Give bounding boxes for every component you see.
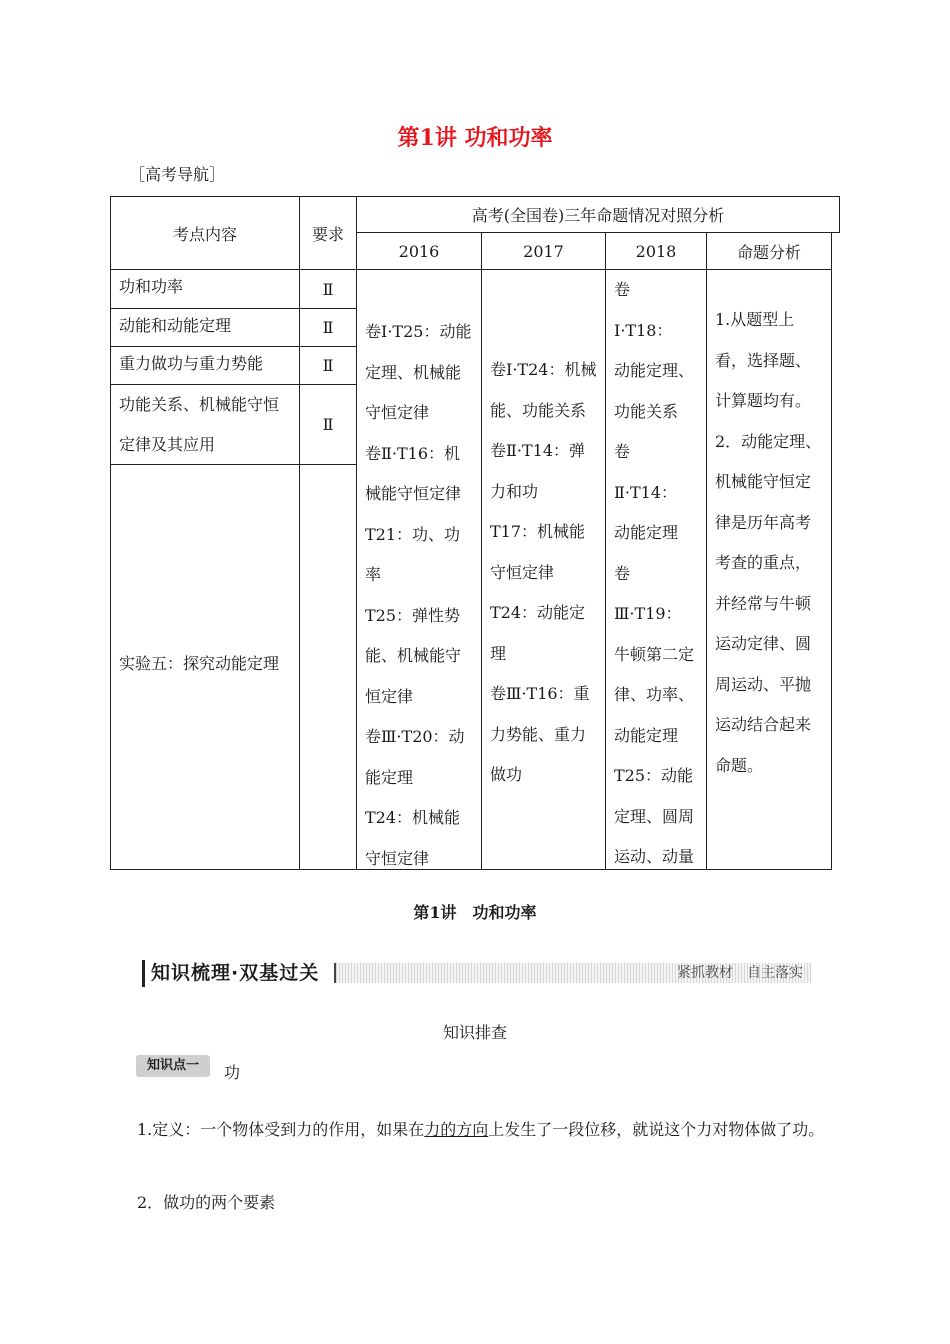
lecture-title: 第1讲 功和功率 xyxy=(413,903,537,922)
header-year-2018: 2018 xyxy=(605,232,707,270)
year-2017-line: 卷Ⅰ·T24：机械能、功能关系 xyxy=(490,360,597,420)
year-2017-line: 卷Ⅲ·T16：重力势能、重力做功 xyxy=(490,684,590,784)
header-year-2016: 2016 xyxy=(356,232,482,270)
topic-row: 功能关系、机械能守恒定律及其应用 xyxy=(110,384,300,465)
banner-right: 紧抓教材 自主落实 xyxy=(677,965,803,981)
year-2018-cell xyxy=(605,269,707,870)
topic-req: Ⅱ xyxy=(299,269,357,309)
year-2016-line: 卷Ⅲ·T20：动能定理 xyxy=(365,727,465,787)
year-2016-cell xyxy=(356,269,482,870)
item-2: 2．做功的两个要素 xyxy=(137,1193,276,1212)
year-2018-line: Ⅰ·T18： xyxy=(614,320,673,340)
topic-req: Ⅱ xyxy=(299,308,357,347)
topic-req: Ⅱ xyxy=(299,346,357,385)
year-2016-line: T25：弹性势能、机械能守恒定律 xyxy=(365,605,462,706)
topic-row: 动能和动能定理 xyxy=(110,308,300,347)
banner-main: 知识梳理·双基过关 xyxy=(142,960,334,987)
year-2018-line: 牛顿第二定律、功率、动能定理 xyxy=(614,644,695,745)
section-banner xyxy=(142,960,809,987)
header-req: 要求 xyxy=(299,196,357,270)
year-2018-line: 卷 xyxy=(614,563,631,583)
year-2017-cell xyxy=(481,269,606,870)
header-analysis: 命题分析 xyxy=(706,232,832,270)
topic-row: 重力做功与重力势能 xyxy=(110,346,300,385)
year-2018-line: 卷 xyxy=(614,442,631,461)
year-2018-line: 动能定理 xyxy=(614,523,679,542)
knowledge-point-badge: 知识点一 xyxy=(136,1055,210,1077)
nav-label: ［高考导航］ xyxy=(129,165,226,184)
year-2016-line: T21：功、功率 xyxy=(365,524,461,584)
definition-underlined: 力的方向 xyxy=(424,1120,489,1139)
topic-row: 功和功率 xyxy=(110,269,300,309)
page-title: 第1讲 功和功率 xyxy=(397,125,553,151)
header-year-2017: 2017 xyxy=(481,232,606,270)
section-title: 知识排查 xyxy=(442,1023,507,1042)
header-analysis-group: 高考(全国卷)三年命题情况对照分析 xyxy=(356,196,840,233)
topic-req: Ⅱ xyxy=(299,384,357,465)
definition-paragraph xyxy=(137,1110,827,1150)
year-2018-line: Ⅱ·T14： xyxy=(614,482,677,502)
analysis-text: 1.从题型上看，选择题、计算题均有。2．动能定理、机械能守恒定律是历年高考考查的重点，并经常与牛顿运动定律、圆周运动、平抛运动结合起来命题。 xyxy=(715,310,822,775)
analysis-cell xyxy=(706,269,832,870)
year-2018-line: 动能定理、功能关系 xyxy=(614,361,695,421)
year-2018-line: 卷 xyxy=(614,280,631,299)
year-2018-line: T25：动能定理、圆周运动、动量 xyxy=(614,766,695,866)
topic-row: 实验五：探究动能定理 xyxy=(110,464,300,870)
year-2016-line: T24：机械能守恒定律 xyxy=(365,808,461,868)
knowledge-point-title: 功 xyxy=(224,1063,241,1082)
header-topic: 考点内容 xyxy=(110,196,300,270)
year-2016-line: 卷Ⅰ·T25：动能定理、机械能守恒定律 xyxy=(365,322,472,422)
year-2017-line: 卷Ⅱ·T14：弹力和功 xyxy=(490,441,585,501)
year-2017-line: T24：动能定理 xyxy=(490,603,586,663)
year-2018-line: Ⅲ·T19： xyxy=(614,604,682,623)
year-2016-line: 卷Ⅱ·T16：机械能守恒定律 xyxy=(365,443,462,503)
topic-req xyxy=(299,464,357,870)
definition-prefix: 1.定义：一个物体受到力的作用，如果在 xyxy=(137,1120,425,1139)
year-2017-line: T17：机械能守恒定律 xyxy=(490,522,586,582)
definition-suffix: 上发生了一段位移，就说这个力对物体做了功。 xyxy=(488,1120,825,1139)
